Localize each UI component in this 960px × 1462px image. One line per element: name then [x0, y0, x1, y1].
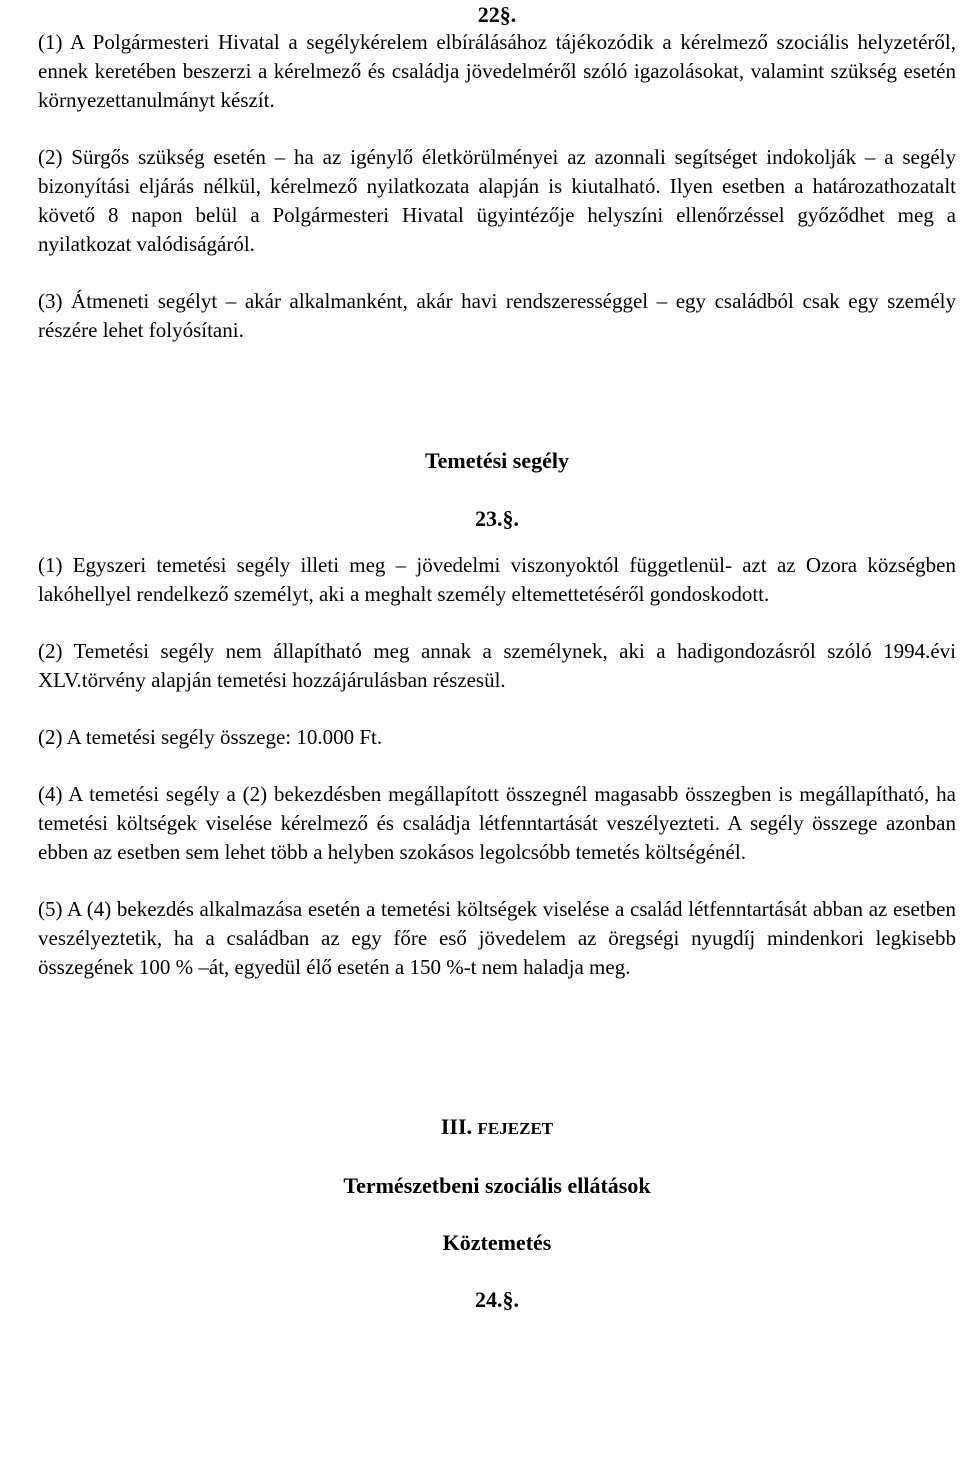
chapter-3-heading: [38, 1112, 956, 1143]
section-23-paragraph-2: (2) Temetési segély nem állapítható meg annak a személynek, aki a hadigondozásról szóló 1994.évi XLV.törvény alapján temetési hozzájárulásban részesül.: [38, 639, 956, 692]
section-22-paragraph-2: (2) Sürgős szükség esetén – ha az igénylő életkörülményei az azonnali segítséget indokolják – a segély bizonyítási eljárás nélkül, kérelmező nyilatkozata alapján is kiutalható. Ilyen esetben a határozathozatalt követő 8 napon belül a Polgármesteri Hivatal ügyintézője helyszíni ellenőrzéssel győződhet meg a nyilatkozat valódiságáról.: [38, 145, 956, 256]
public-burial-heading: Köztemetés: [442, 1230, 552, 1255]
section-23-number: 23.§.: [475, 506, 519, 531]
section-22-number: 22§.: [477, 2, 517, 27]
section-24-number: 24.§.: [475, 1287, 519, 1312]
section-23-paragraph-3: (2) A temetési segély összege: 10.000 Ft.: [38, 725, 383, 749]
in-kind-benefits-heading: Természetbeni szociális ellátások: [343, 1173, 651, 1198]
chapter-label: FEJEZET: [477, 1119, 554, 1138]
section-22-paragraph-1: (1) A Polgármesteri Hivatal a segélykérelem elbírálásához tájékozódik a kérelmező szociális helyzetéről, ennek keretében beszerzi a kérelmező és családja jövedelméről szóló igazolásokat, valamint szükség esetén környezettanulmányt készít.: [38, 30, 956, 112]
section-23-paragraph-4: (4) A temetési segély a (2) bekezdésben megállapított összegnél magasabb összegben is megállapítható, ha temetési költségek viselése kérelmező és családja létfenntartását veszélyezteti. A segély összege azonban ebben az esetben sem lehet több a helyben szokásos legolcsóbb temetés költségénél.: [38, 782, 956, 864]
chapter-roman-numeral: III.: [440, 1114, 473, 1139]
section-22-paragraph-3: (3) Átmeneti segélyt – akár alkalmanként, akár havi rendszerességgel – egy családból csak egy személy részére lehet folyósítani.: [38, 289, 956, 342]
funeral-aid-heading: Temetési segély: [425, 448, 569, 473]
document-page: [38, 0, 956, 1314]
section-23-paragraph-1: (1) Egyszeri temetési segély illeti meg – jövedelmi viszonyoktól függetlenül- azt az Ozora községben lakóhellyel rendelkező személyt, aki a meghalt személy eltemettetéséről gondoskodott.: [38, 553, 956, 606]
section-23-paragraph-5: (5) A (4) bekezdés alkalmazása esetén a temetési költségek viselése a család létfenntartását abban az esetben veszélyeztetik, ha a családban az egy főre eső jövedelem az öregségi nyugdíj mindenkori legkisebb összegének 100 % –át, egyedül élő esetén a 150 %-t nem haladja meg.: [38, 897, 956, 979]
